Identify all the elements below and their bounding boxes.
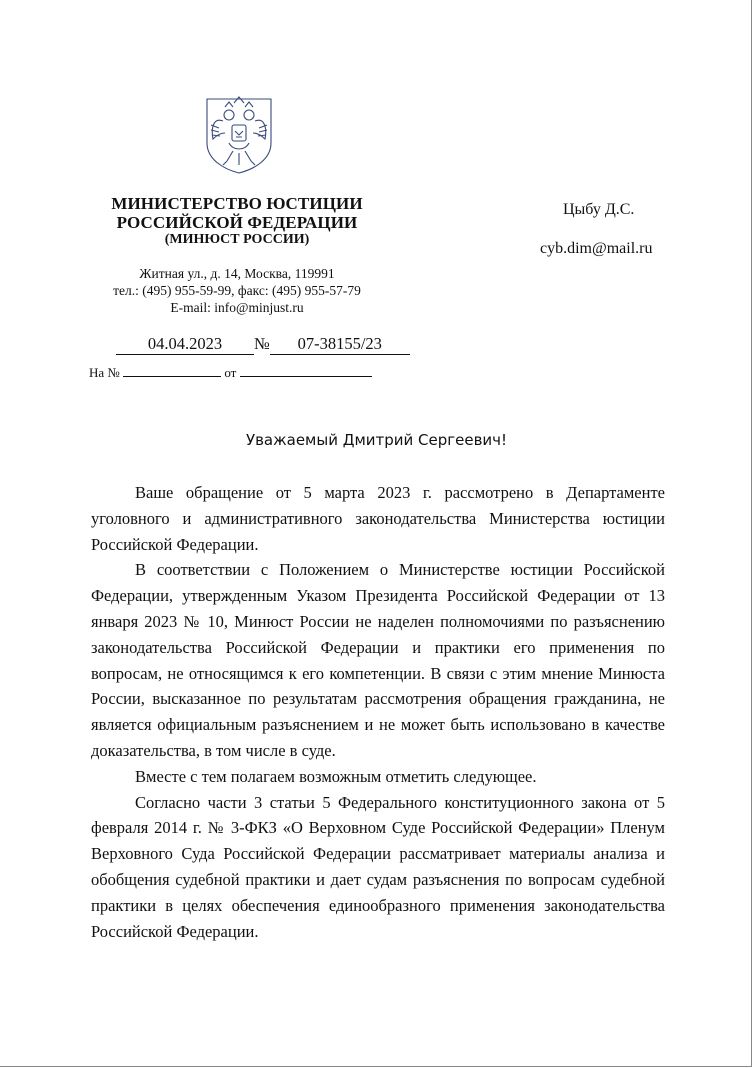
reply-number-label: На № bbox=[89, 365, 120, 380]
registration-line bbox=[116, 334, 410, 355]
ministry-name-line1: МИНИСТЕРСТВО ЮСТИЦИИ bbox=[111, 194, 363, 213]
registration-date: 04.04.2023 bbox=[116, 334, 254, 355]
letter-paragraph: Согласно части 3 статьи 5 Федерального конституционного закона от 5 февраля 2014 г. № 3-ФКЗ «О Верховном Суде Российской Федерации» Пленум Верховного Суда Российской Федерации рассматривает материалы анализа и обобщения судебной практики и дает судам разъяснения по вопросам судебной практики в целях обеспечения единообразного применения законодательства Российской Федерации. bbox=[91, 792, 665, 941]
letter-paragraph: Ваше обращение от 5 марта 2023 г. рассмотрено в Департаменте уголовного и административного законодательства Министерства юстиции Российской Федерации. bbox=[91, 483, 665, 554]
letter-paragraph: В соответствии с Положением о Министерстве юстиции Российской Федерации, утвержденным Указом Президента Российской Федерации от 13 января 2023 № 10, Минюст России не наделен полномочиями по разъяснению законодательства Российской Федерации и практики его применения по вопросам, не относящимся к его компетенции. В связи с этим мнение Минюста России, высказанное по результатам рассмотрения обращения гражданина, не является официальным разъяснением и не может быть использовано в качестве доказательства, в том числе в суде. bbox=[91, 560, 665, 760]
recipient-name: Цыбу Д.С. bbox=[563, 201, 635, 218]
ministry-short-name: (МИНЮСТ РОССИИ) bbox=[164, 232, 310, 247]
ministry-phone-fax: тел.: (495) 955-59-99, факс: (495) 955-57-79 bbox=[113, 283, 361, 298]
registration-number-label: № bbox=[254, 334, 270, 353]
ministry-email: E-mail: info@minjust.ru bbox=[170, 300, 304, 315]
reply-from-label: от bbox=[224, 365, 237, 380]
ministry-name-line2: РОССИЙСКОЙ ФЕДЕРАЦИИ bbox=[116, 213, 358, 232]
ministry-address: Житная ул., д. 14, Москва, 119991 bbox=[139, 266, 335, 281]
letter-greeting: Уважаемый Дмитрий Сергеевич! bbox=[245, 431, 508, 449]
reply-date-blank bbox=[240, 364, 372, 377]
letter-paragraph: Вместе с тем полагаем возможным отметить следующее. bbox=[135, 766, 537, 786]
reply-number-blank bbox=[123, 364, 221, 377]
reply-reference-line bbox=[89, 364, 372, 381]
letter-body bbox=[91, 480, 665, 944]
recipient-email: cyb.dim@mail.ru bbox=[540, 240, 653, 257]
registration-number: 07-38155/23 bbox=[270, 334, 410, 355]
russian-coat-of-arms-icon bbox=[203, 95, 275, 175]
